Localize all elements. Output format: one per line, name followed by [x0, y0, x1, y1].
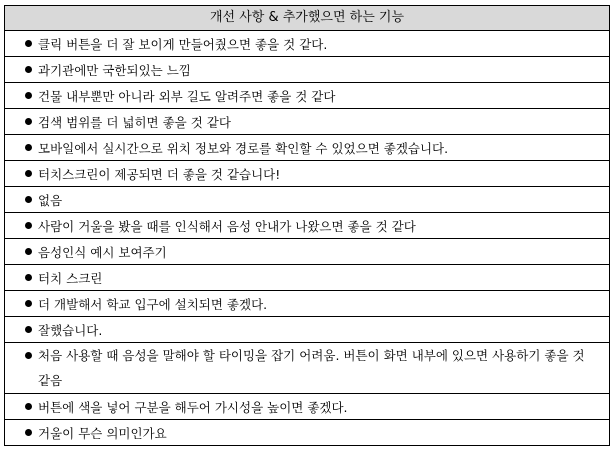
bullet-icon — [5, 326, 38, 333]
row-text: 잘했습니다. — [38, 322, 103, 338]
bullet-icon — [5, 403, 38, 410]
table-row — [5, 291, 609, 317]
bullet-icon — [5, 40, 38, 47]
table-row — [5, 265, 609, 291]
table-row — [5, 420, 609, 446]
row-text: 거울이 무슨 의미인가요 — [38, 425, 167, 441]
bullet-icon — [5, 429, 38, 436]
table-row — [5, 317, 609, 343]
table-row — [5, 83, 609, 109]
row-text: 음성인식 예시 보여주기 — [38, 244, 167, 260]
bullet-icon — [5, 170, 38, 177]
table-row — [5, 161, 609, 187]
bullet-icon — [5, 66, 38, 73]
row-text: 버튼에 색을 넣어 구분을 해두어 가시성을 높이면 좋겠다. — [38, 399, 348, 415]
bullet-icon — [5, 248, 38, 255]
row-text: 처음 사용할 때 음성을 말해야 할 타이밍을 잡기 어려움. 버튼이 화면 내부에 있으면 사용하기 좋을 것 같음 — [38, 348, 585, 388]
bullet-icon — [5, 343, 38, 359]
bullet-icon — [5, 92, 38, 99]
bullet-icon — [5, 222, 38, 229]
table-row — [5, 239, 609, 265]
row-text: 터치 스크린 — [38, 270, 103, 286]
row-text: 모바일에서 실시간으로 위치 정보와 경로를 확인할 수 있었으면 좋겠습니다. — [38, 140, 449, 156]
bullet-icon — [5, 196, 38, 203]
table-row — [5, 57, 609, 83]
row-text: 사람이 거울을 봤을 때를 인식해서 음성 안내가 나왔으면 좋을 것 같다 — [38, 218, 416, 234]
table-row — [5, 109, 609, 135]
row-text: 없음 — [38, 192, 63, 208]
row-text: 과기관에만 국한되있는 느낌 — [38, 62, 191, 78]
table-row — [5, 394, 609, 420]
table-row — [5, 343, 609, 394]
table-row — [5, 213, 609, 239]
table-row — [5, 187, 609, 213]
row-text: 건물 내부뿐만 아니라 외부 길도 알려주면 좋을 것 같다 — [38, 88, 336, 104]
row-text: 더 개발해서 학교 입구에 설치되면 좋겠다. — [38, 296, 268, 312]
table-row — [5, 31, 609, 57]
bullet-icon — [5, 274, 38, 281]
table-header: 개선 사항 & 추가했으면 하는 기능 — [5, 6, 609, 31]
row-text: 터치스크린이 제공되면 더 좋을 것 같습니다! — [38, 166, 281, 182]
bullet-icon — [5, 300, 38, 307]
row-text: 검색 범위를 더 넓히면 좋을 것 같다 — [38, 114, 231, 130]
row-text: 클릭 버튼을 더 잘 보이게 만들어줬으면 좋을 것 같다. — [38, 36, 328, 52]
bullet-icon — [5, 118, 38, 125]
bullet-icon — [5, 144, 38, 151]
table-row — [5, 135, 609, 161]
feedback-table — [4, 5, 610, 446]
